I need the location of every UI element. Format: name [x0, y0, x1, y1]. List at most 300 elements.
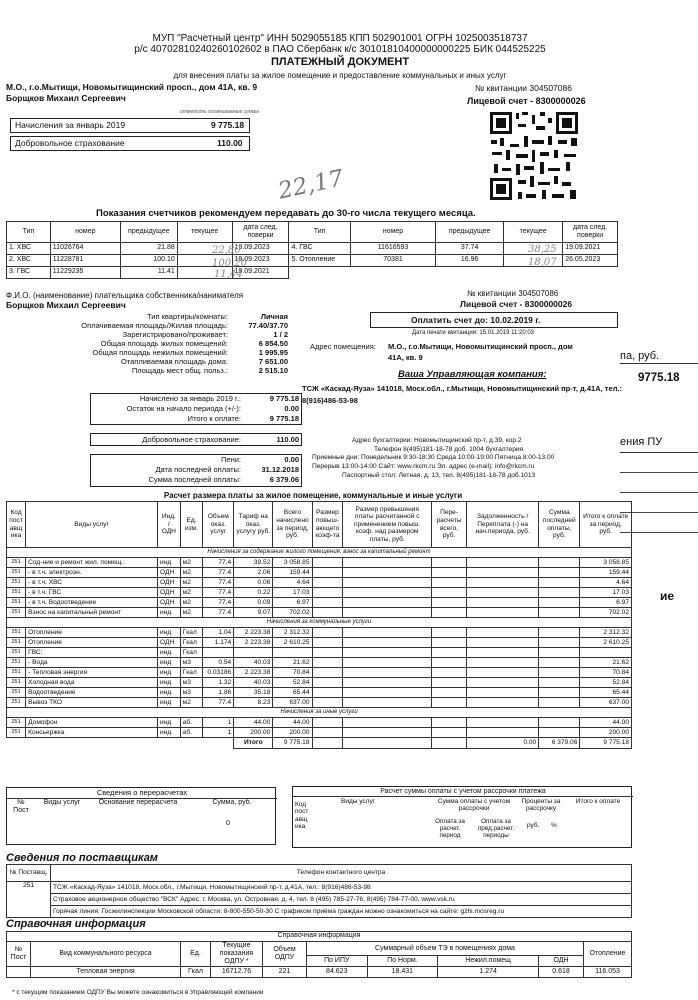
calc-header: Размер превышения платы расчитанной с применением повыш. коэф. над размером платы, руб. — [343, 502, 432, 548]
calc-row — [7, 568, 632, 578]
calc-header: Сумма последней оплаты, руб. — [539, 502, 580, 548]
calc-header: Ед. изм. — [180, 502, 203, 548]
calc-header: Всего начислено за период, руб. — [273, 502, 312, 548]
calc-cell — [539, 728, 580, 738]
calc-cell: 35.18 — [234, 688, 273, 698]
meter-number: 11229235 — [50, 267, 120, 279]
calc-cell: 77.4 — [203, 588, 234, 598]
calc-cell: 251 — [7, 678, 26, 688]
reference-header: № Пост — [7, 942, 31, 967]
bank-line: р/с 40702810240260102602 в ПАО Сбербанк к/с 30101810400000000225 БИК 044525225 — [134, 44, 546, 55]
owner-account: Лицевой счет - 8300000026 — [460, 299, 573, 309]
calc-cell — [432, 638, 467, 648]
calc-cell — [432, 728, 467, 738]
calc-cell: аб. — [180, 728, 203, 738]
param-label: Зарегистрировано/проживает: — [122, 330, 228, 339]
insurance-value: 110.00 — [276, 435, 299, 444]
calc-cell — [432, 688, 467, 698]
calc-cell: 251 — [7, 648, 26, 658]
reference-table-title: Справочная информация — [7, 932, 632, 942]
calc-cell — [467, 668, 539, 678]
insurance-label: Добровольное страхование: — [142, 435, 241, 444]
suppliers-header: Телефон контактного центра — [51, 865, 632, 882]
calc-cell — [312, 688, 343, 698]
supplier-line: Горячая линия: Госжилинспекции Московской области: 8-800-550-50-30 С графиком приёма граждан можно ознакомиться на сайте: gzhi.mosreg.ru — [51, 906, 632, 918]
calc-cell — [432, 568, 467, 578]
calc-cell: Гкал — [180, 638, 203, 648]
calc-total-last: 6 379.06 — [539, 738, 580, 749]
param-value: 77.40/37.70 — [248, 321, 288, 330]
calc-total-pay: 9 775.18 — [580, 738, 632, 749]
meter-type: 4. ГВС — [289, 243, 350, 255]
meter-type: 3. ГВС — [7, 267, 51, 279]
calc-row — [7, 558, 632, 568]
handwritten-value: 38,25 — [528, 244, 557, 255]
calc-cell — [580, 648, 632, 658]
reference-cell: 18.431 — [367, 967, 438, 978]
calc-cell: 17.03 — [580, 588, 632, 598]
calc-cell: инд — [158, 658, 181, 668]
calc-cell — [203, 648, 234, 658]
calc-cell: инд — [158, 648, 181, 658]
recalc-header: № Пост — [13, 799, 29, 815]
calc-cell: 52.84 — [273, 678, 312, 688]
calc-cell — [467, 558, 539, 568]
calc-cell: 1.32 — [203, 678, 234, 688]
calc-cell: 251 — [7, 568, 26, 578]
calc-cell: 77.4 — [203, 578, 234, 588]
calc-cell: 6.97 — [580, 598, 632, 608]
calc-cell — [343, 598, 432, 608]
calc-cell: 0.54 — [203, 658, 234, 668]
reference-table — [6, 931, 632, 978]
calc-header: Пере-расчеты всего, руб. — [432, 502, 467, 548]
meter-row — [7, 267, 618, 279]
installment-section — [292, 786, 632, 848]
calc-cell: м2 — [180, 558, 203, 568]
calc-cell: Отопление — [26, 638, 158, 648]
calc-cell: 2 223.38 — [234, 638, 273, 648]
calc-cell: 702.02 — [273, 608, 312, 618]
office-line: Телефон 8(495)181-18-78 доб. 1004 бухгалтерия — [374, 445, 524, 453]
calc-cell — [312, 678, 343, 688]
param-value: 1 995.95 — [258, 348, 288, 357]
calc-cell: ОДН — [158, 588, 181, 598]
reference-subheader: Нежил.помещ — [438, 956, 539, 967]
calc-cell: 1.04 — [203, 628, 234, 638]
calc-cell: 1 — [203, 728, 234, 738]
calc-cell: 637.00 — [580, 698, 632, 708]
calc-row — [7, 598, 632, 608]
calc-cell — [343, 608, 432, 618]
owner-label: Ф.И.О. (наименование) плательщика собственника/нанимателя — [6, 291, 244, 300]
calc-cell: Взнос на капитальный ремонт — [26, 608, 158, 618]
calc-title: Расчет размера платы за жилое помещение, коммунальные и иные услуги — [163, 491, 463, 500]
calc-cell: 200.00 — [273, 728, 312, 738]
meter-date: 26.05.2023 — [563, 255, 618, 267]
calc-cell — [312, 648, 343, 658]
handwritten-value: 11,44 — [214, 269, 243, 280]
param-value: 7 651.00 — [258, 357, 288, 366]
calc-cell — [343, 718, 432, 728]
calc-cell — [343, 728, 432, 738]
calc-cell — [312, 558, 343, 568]
calc-cell — [312, 658, 343, 668]
suppliers-table — [6, 864, 632, 918]
calc-section-title: Начисления за иные услуги — [7, 708, 632, 718]
last-payment-box — [90, 454, 302, 487]
calc-cell: 637.00 — [273, 698, 312, 708]
meters-header: предыдущее — [120, 222, 177, 243]
installment-title: Расчет суммы оплаты с учетом рассрочки платежа — [293, 788, 633, 797]
side-total: 9775.18 — [638, 372, 680, 384]
calc-cell — [432, 718, 467, 728]
calc-section-title: Начисления за содержание жилого помещения, взнос за капитальный ремонт — [7, 548, 632, 558]
supplier-line: Страховое акционерное общество "ВСК" Адрес: г. Москва, ул. Островная, д. 4, тел. 8 (495) 785-27-76, 8(495) 784-77-00, www.vsk.ru — [51, 894, 632, 906]
calc-cell: Консьержка — [26, 728, 158, 738]
suppliers-header: № Поставщ. — [7, 865, 51, 882]
calc-cell — [432, 608, 467, 618]
meter-number: 11026764 — [50, 243, 120, 255]
calc-cell — [343, 658, 432, 668]
param-value: Личная — [260, 312, 288, 321]
calc-cell — [312, 638, 343, 648]
calc-cell — [467, 628, 539, 638]
calc-cell — [467, 588, 539, 598]
calc-cell: 0.09 — [234, 598, 273, 608]
reference-header: Отопление — [584, 942, 632, 967]
top-receipt-no: № квитанции 304507086 — [475, 83, 572, 93]
sum-row-1 — [10, 118, 250, 133]
calc-cell: 251 — [7, 698, 26, 708]
supplier-line: ТСЖ «Каскад-Яуза» 141018, Моск.обл., г.Мытищи, Новомытищинский пр-т, д.41А, тел.: 8(916)486-53-98 — [51, 882, 632, 894]
calc-cell: 251 — [7, 588, 26, 598]
premises-address: М.О., г.о.Мытищи, Новомытищинский просп., дом 41А, кв. 9 — [388, 342, 573, 363]
calc-cell: 77.4 — [203, 558, 234, 568]
sum-row-value: 9 775.18 — [211, 120, 245, 130]
pay-until-box — [370, 312, 618, 328]
meters-title: Показания счетчиков рекомендуем передавать до 30-го числа текущего месяца. — [96, 208, 476, 219]
calc-cell: 2 312.32 — [273, 628, 312, 638]
calc-cell — [432, 668, 467, 678]
calc-cell — [312, 568, 343, 578]
meter-type: 1. ХВС — [7, 243, 51, 255]
side-text: па, руб. — [620, 350, 698, 364]
calc-cell — [539, 658, 580, 668]
meter-type: 2. ХВС — [7, 255, 51, 267]
calc-cell — [539, 578, 580, 588]
reference-header: Вид коммунального ресурса — [31, 942, 181, 967]
calc-cell — [432, 628, 467, 638]
calc-cell: 251 — [7, 668, 26, 678]
calc-cell — [432, 658, 467, 668]
calc-cell: 70.84 — [273, 668, 312, 678]
calc-cell: 40.03 — [234, 678, 273, 688]
calc-cell — [539, 628, 580, 638]
calc-cell: м3 — [180, 688, 203, 698]
installment-header: Сумма оплаты с учетом рассрочки — [437, 798, 511, 813]
reference-cell: 84.623 — [307, 967, 368, 978]
calc-header: Объем оказ. услуг — [203, 502, 234, 548]
calc-cell — [312, 628, 343, 638]
calc-cell: 251 — [7, 688, 26, 698]
calc-row — [7, 608, 632, 618]
param-label: Тип квартиры/комнаты: — [147, 312, 228, 321]
recalc-header: Основание перерасчета — [98, 799, 178, 806]
calc-cell — [539, 568, 580, 578]
calc-cell: 44.00 — [273, 718, 312, 728]
calc-total-debt: 0.00 — [467, 738, 539, 749]
calc-cell: м2 — [180, 608, 203, 618]
calc-cell — [432, 588, 467, 598]
calc-cell: 9.07 — [234, 608, 273, 618]
document-title: ПЛАТЕЖНЫЙ ДОКУМЕНТ — [270, 56, 410, 68]
supplier-num: 251 — [7, 882, 51, 918]
office-line: Паспортный стол: Летная, д. 13, тел. 8(495)181-18-78 доб.1013 — [342, 471, 536, 479]
calc-cell: 2 312.32 — [580, 628, 632, 638]
premises-address-label: Адрес помещения: — [310, 342, 376, 351]
print-date: Дата печати квитанции: 15.01.2019 11:20:03 — [412, 330, 535, 336]
meter-prev: 21.88 — [120, 243, 177, 255]
installment-header: Оплата за пред.расчет. периоды — [477, 818, 515, 840]
handwritten-value: 18,07 — [528, 257, 557, 268]
calc-cell — [432, 598, 467, 608]
calc-cell — [343, 628, 432, 638]
calc-cell — [539, 638, 580, 648]
calc-cell: инд — [158, 628, 181, 638]
calc-cell — [343, 688, 432, 698]
calc-cell — [312, 668, 343, 678]
calc-cell: 17.03 — [273, 588, 312, 598]
reference-subheader: По Норм. — [367, 956, 438, 967]
last-sum-value: 6 379.06 — [269, 475, 299, 484]
meter-prev: 11.41 — [120, 267, 177, 279]
calc-cell: ОДН — [158, 598, 181, 608]
reference-header: Текущие показания ОДПУ * — [211, 942, 263, 967]
calc-cell: 251 — [7, 658, 26, 668]
meter-prev: 37.74 — [436, 243, 504, 255]
reference-subheader: ОДН — [539, 956, 584, 967]
sum-row-value: 110.00 — [217, 138, 243, 148]
recalc-title: Сведения о перерасчетах — [7, 789, 277, 799]
reference-header: Ед. — [181, 942, 211, 967]
calc-row — [7, 698, 632, 708]
top-address: М.О., г.о.Мытищи, Новомытищинский просп., дом 41А, кв. 9 — [6, 82, 258, 92]
calc-cell: 44.00 — [580, 718, 632, 728]
calc-cell: м3 — [180, 658, 203, 668]
calc-row — [7, 688, 632, 698]
meters-header: текущее — [177, 222, 232, 243]
calc-cell — [539, 608, 580, 618]
calc-cell: Домофон — [26, 718, 158, 728]
calc-cell: 200.00 — [234, 728, 273, 738]
calc-cell — [467, 638, 539, 648]
calc-cell — [539, 718, 580, 728]
office-line: Приемные дни: Понедельник 9:30-18:30 Среда 10:00-19:00 Пятница 8:00-13:00 — [312, 454, 555, 462]
calc-cell — [343, 568, 432, 578]
calc-total-row — [7, 738, 632, 749]
calc-cell — [312, 588, 343, 598]
calc-cell — [539, 688, 580, 698]
calc-cell: Сод-ние и ремонт жил. помещ.: — [26, 558, 158, 568]
sum-row-label: Начисления за январь 2019 — [15, 120, 126, 130]
calc-cell: ОДН — [158, 578, 181, 588]
calc-cell — [467, 648, 539, 658]
top-account: Лицевой счет - 8300000026 — [467, 96, 586, 106]
reference-cell: 221 — [263, 967, 307, 978]
calc-cell: Гкал — [180, 628, 203, 638]
meters-table — [6, 221, 618, 279]
calc-cell — [343, 638, 432, 648]
calc-cell: инд — [158, 668, 181, 678]
calc-row — [7, 668, 632, 678]
handwritten-note: 22,17 — [275, 165, 346, 205]
calc-row — [7, 588, 632, 598]
calc-header: Итого к оплате за период, руб. — [580, 502, 632, 548]
recalc-header: Виды услуг — [43, 799, 81, 806]
calc-cell: м3 — [180, 678, 203, 688]
handwritten-value: 100,20 — [212, 258, 247, 269]
meters-header: номер — [350, 222, 435, 243]
calc-cell — [312, 728, 343, 738]
reference-header: Суммарный объем ТЭ в помещениях дома — [307, 942, 584, 956]
calc-cell — [467, 578, 539, 588]
calc-header: Тариф на оказ. услугу руб. — [234, 502, 273, 548]
totals-box — [90, 393, 302, 425]
calc-cell — [432, 648, 467, 658]
calc-cell: 77.4 — [203, 698, 234, 708]
calc-cell — [312, 718, 343, 728]
office-line: Адрес бухгалтерии: Новомытищинский пр-т, д.39, кор.2 — [352, 437, 522, 444]
calc-section-header — [7, 548, 632, 558]
last-date-label: Дата последней оплаты: — [155, 465, 241, 474]
calc-cell: - в т.ч. ГВС — [26, 588, 158, 598]
total-value: 9 775.18 — [269, 414, 299, 423]
calc-total-sum: 9 775.18 — [273, 738, 312, 749]
calc-cell — [312, 598, 343, 608]
calc-cell: 21.62 — [580, 658, 632, 668]
calc-cell — [539, 558, 580, 568]
meter-date: 19.09.2023 — [232, 255, 289, 267]
top-payer-name: Борщков Михаил Сергеевич — [6, 93, 126, 103]
calc-cell — [467, 728, 539, 738]
calc-total-label: Итого — [234, 738, 273, 749]
calc-header: Задолженность / Переплата (-) на нач.периода, руб. — [467, 502, 539, 548]
calc-header: Размер повыш-ающего коэф-та — [312, 502, 343, 548]
calc-cell: 1.174 — [203, 638, 234, 648]
calc-cell — [467, 608, 539, 618]
calc-cell: 0.03186 — [203, 668, 234, 678]
owner-receipt-no: № квитанции 304507086 — [467, 289, 559, 298]
calc-cell: 3 058.85 — [273, 558, 312, 568]
meters-header: дата след. поверки — [232, 222, 289, 243]
calc-cell: 6.97 — [273, 598, 312, 608]
installment-header: Итого к оплате — [575, 798, 621, 805]
param-label: Общая площадь жилых помещений: — [100, 339, 228, 348]
param-value: 1 / 2 — [273, 330, 288, 339]
meters-header: номер — [50, 222, 120, 243]
calc-cell — [343, 578, 432, 588]
calc-cell: инд — [158, 688, 181, 698]
calc-cell: 159.44 — [580, 568, 632, 578]
recalc-header: Сумма, руб. — [212, 799, 252, 806]
param-value: 2 515.10 — [258, 366, 288, 375]
calc-cell: 40.03 — [234, 658, 273, 668]
company-title: Ваша Управляющая компания: — [398, 369, 547, 380]
calc-cell — [343, 588, 432, 598]
sum-row-2 — [10, 136, 250, 151]
sums-note: отметить оплачиваемые суммы — [180, 109, 260, 115]
calc-cell: ОДН — [158, 638, 181, 648]
reference-row — [7, 967, 632, 978]
calc-cell — [467, 678, 539, 688]
calc-header: Виды услуг — [26, 502, 158, 548]
calc-cell — [539, 678, 580, 688]
calc-cell: 2 223.38 — [234, 668, 273, 678]
calc-cell: 65.44 — [273, 688, 312, 698]
pay-until: Оплатить счет до: 10.02.2019 г. — [411, 315, 541, 325]
office-info — [312, 437, 642, 481]
recalc-value: 0 — [226, 820, 230, 827]
calc-cell: 4.64 — [580, 578, 632, 588]
meters-header: Тип — [7, 222, 51, 243]
reference-footnote: * с текущим показанием ОДПУ Вы можете ознакомиться в Управляющей компании — [12, 989, 264, 996]
calc-cell: 2.06 — [234, 568, 273, 578]
calc-cell: 251 — [7, 608, 26, 618]
calc-row — [7, 718, 632, 728]
calc-row — [7, 678, 632, 688]
total-value: 0.00 — [284, 404, 299, 413]
calc-cell — [343, 558, 432, 568]
reference-cell: Гкал — [181, 967, 211, 978]
penalty-value: 0.00 — [284, 455, 299, 464]
calc-row — [7, 628, 632, 638]
calc-cell: 0.22 — [234, 588, 273, 598]
calc-cell: - Тепловая энергия — [26, 668, 158, 678]
meter-prev: 100.10 — [120, 255, 177, 267]
calc-cell: 251 — [7, 598, 26, 608]
document-subtitle: для внесения платы за жилое помещение и предоставление коммунальных и иных услуг — [173, 71, 507, 80]
reference-cell: 1.274 — [438, 967, 539, 978]
calc-cell: - в т.ч. ХВС — [26, 578, 158, 588]
calc-cell — [467, 658, 539, 668]
calc-cell: 3 058.85 — [580, 558, 632, 568]
calc-row — [7, 578, 632, 588]
calc-cell: 159.44 — [273, 568, 312, 578]
calc-cell: 77.4 — [203, 608, 234, 618]
meter-number: 11616593 — [350, 243, 435, 255]
calc-row — [7, 638, 632, 648]
calc-header: Инд. / ОДН — [158, 502, 181, 548]
calc-cell: 251 — [7, 718, 26, 728]
calc-cell: м2 — [180, 588, 203, 598]
total-label: Остаток на начало периода (+/-): — [126, 404, 241, 413]
calc-cell — [432, 578, 467, 588]
calc-cell: 39.52 — [234, 558, 273, 568]
calc-cell: 21.62 — [273, 658, 312, 668]
calc-cell: 70.84 — [580, 668, 632, 678]
calc-cell: м2 — [180, 598, 203, 608]
installment-header: Виды услуг — [341, 798, 376, 805]
meter-row — [7, 255, 618, 267]
calc-cell: инд — [158, 718, 181, 728]
calc-cell: ГВС: — [26, 648, 158, 658]
calc-cell: инд — [158, 558, 181, 568]
calc-cell: Вывоз ТКО — [26, 698, 158, 708]
calc-cell — [539, 588, 580, 598]
calc-cell: инд — [158, 728, 181, 738]
calc-cell: 2 223.38 — [234, 628, 273, 638]
